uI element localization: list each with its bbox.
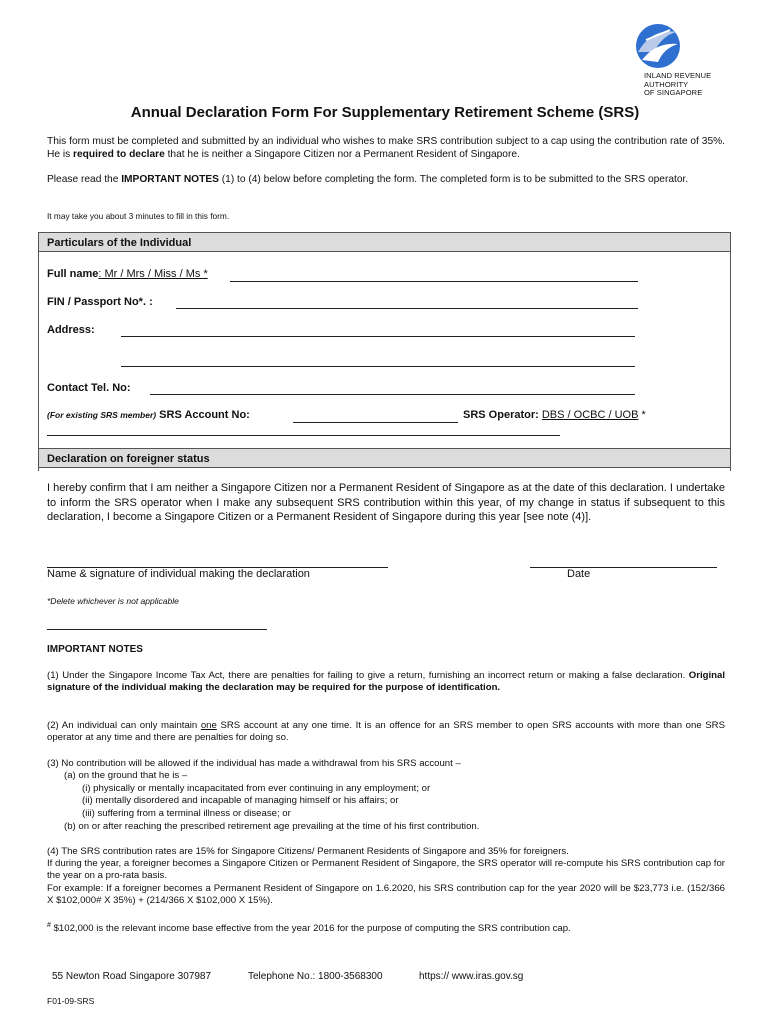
title-options[interactable]: : Mr / Mrs / Miss / Ms * bbox=[98, 268, 208, 280]
declaration-heading: Declaration on foreigner status bbox=[38, 448, 731, 468]
srs-operator-options[interactable]: DBS / OCBC / UOB bbox=[541, 409, 639, 421]
logo-line-1: INLAND REVENUE bbox=[644, 71, 712, 80]
footer-telephone: Telephone No.: 1800-3568300 bbox=[248, 971, 383, 982]
form-title: Annual Declaration Form For Supplementary Retirement Scheme (SRS) bbox=[130, 104, 640, 121]
logo-line-2: AUTHORITY bbox=[644, 79, 689, 89]
note-4-line-3: For example: If a foreigner becomes a Permanent Resident of Singapore on 1.6.2020, his SRS contribution cap for the year 2020 will be $23,773 i.e. (152/366 X $102,000# X 35%) + (214/366 X $102,000 X 15%). bbox=[47, 883, 725, 906]
intro-p1-bold: required to declare bbox=[73, 149, 165, 160]
footer-website[interactable]: https:// www.iras.gov.sg bbox=[419, 971, 524, 982]
particulars-heading: Particulars of the Individual bbox=[38, 232, 731, 252]
note-3-line-2: (a) on the ground that he is – bbox=[64, 770, 188, 781]
note-3-line-6: (b) on or after reaching the prescribed retirement age prevailing at the time of his first contribution. bbox=[64, 821, 480, 832]
intro-p1-end: that he is neither a Singapore Citizen nor a Permanent Resident of Singapore. bbox=[164, 149, 520, 160]
form-code: F01-09-SRS bbox=[47, 996, 95, 1006]
particulars-left-border bbox=[38, 251, 39, 451]
intro-p2-end: (1) to (4) below before completing the form. The completed form is to be submitted to the SRS operator. bbox=[218, 174, 689, 185]
intro-p1-text: This form must be completed and submitted by an individual who wishes to make SRS contribution subject to a cap using the contribution rate of 35%. He is bbox=[47, 136, 725, 160]
note-4-line-2: If during the year, a foreigner becomes a Singapore Citizen or Permanent Resident of Singapore, the SRS operator will re-compute his SRS contribution cap for the year on a pro-rata basis. bbox=[47, 858, 725, 881]
note-2-underlined: one bbox=[200, 720, 217, 731]
intro-p2-text: Please read the bbox=[47, 174, 122, 185]
srs-operator-rule bbox=[47, 435, 560, 436]
intro-paragraph-2 bbox=[47, 173, 725, 186]
fin-passport-field[interactable] bbox=[176, 308, 638, 309]
date-field[interactable] bbox=[530, 567, 717, 568]
note-2-text: (2) An individual can only maintain bbox=[47, 720, 201, 731]
notes-heading: IMPORTANT NOTES bbox=[47, 644, 143, 655]
contact-field[interactable] bbox=[150, 394, 635, 395]
note-1 bbox=[47, 670, 725, 694]
full-name-label: Full name: Mr / Mrs / Miss / Ms * bbox=[47, 268, 208, 280]
srs-account-field[interactable] bbox=[293, 422, 458, 423]
note-3-line-5: (iii) suffering from a terminal illness or disease; or bbox=[82, 808, 291, 819]
note-1-text: (1) Under the Singapore Income Tax Act, there are penalties for failing to give a return, furnishing an incorrect return or making a false declaration. bbox=[47, 670, 689, 681]
note-3-line-4: (ii) mentally disordered and incapable of managing himself or his affairs; or bbox=[82, 795, 399, 806]
contact-label: Contact Tel. No: bbox=[47, 382, 131, 394]
footnote-text: $102,000 is the relevant income base effective from the year 2016 for the purpose of computing the SRS contribution cap. bbox=[50, 923, 571, 935]
note-3-line-3: (i) physically or mentally incapacitated from ever continuing in any employment; or bbox=[82, 783, 431, 794]
srs-operator-label: SRS Operator: bbox=[463, 409, 539, 421]
declaration-right-border bbox=[730, 467, 731, 471]
address-field-line-1[interactable] bbox=[121, 336, 635, 337]
footer-address: 55 Newton Road Singapore 307987 bbox=[52, 971, 212, 982]
signature-caption: Name & signature of individual making the declaration bbox=[47, 568, 310, 580]
full-name-field[interactable] bbox=[230, 281, 638, 282]
time-note: It may take you about 3 minutes to fill in this form. bbox=[47, 211, 230, 221]
intro-paragraph-1 bbox=[47, 135, 725, 161]
logo-line-3: OF SINGAPORE bbox=[644, 88, 703, 97]
particulars-right-border bbox=[730, 251, 731, 451]
note-3-line-1: (3) No contribution will be allowed if the individual has made a withdrawal from his SRS account – bbox=[47, 758, 461, 769]
delete-note: *Delete whichever is not applicable bbox=[47, 596, 179, 606]
note-2-end: SRS account at any one time. It is an offence for an SRS member to open SRS accounts with more than one SRS operator at any time and there are penalties for doing so. bbox=[47, 720, 725, 743]
note-1-bold: Original signature of the individual making the declaration may be required for the purpose of identification. bbox=[47, 670, 725, 693]
intro-p2-bold: IMPORTANT NOTES bbox=[121, 174, 219, 185]
notes-divider bbox=[47, 629, 267, 630]
srs-account-row bbox=[47, 409, 250, 421]
note-4-line-1: (4) The SRS contribution rates are 15% for Singapore Citizens/ Permanent Residents of Singapore and 35% for foreigners. bbox=[47, 846, 569, 857]
footnote bbox=[47, 920, 725, 935]
srs-operator-row bbox=[463, 409, 646, 421]
iras-emblem-icon bbox=[632, 22, 684, 70]
address-field-line-2[interactable] bbox=[121, 366, 635, 367]
fin-label: FIN / Passport No*. : bbox=[47, 296, 153, 308]
address-label: Address: bbox=[47, 324, 95, 336]
date-caption: Date bbox=[567, 568, 591, 580]
declaration-text: I hereby confirm that I am neither a Singapore Citizen nor a Permanent Resident of Singapore as at the date of this declaration. I undertake to inform the SRS operator when I make any subsequent SRS contribution within this year, of my change in status if subsequent to this declaration, I become a Singapore Citizen or a Permanent Resident of Singapore during this year [see note (4)]. bbox=[47, 482, 725, 523]
note-2 bbox=[47, 720, 725, 744]
logo-text bbox=[644, 72, 711, 98]
srs-account-label: SRS Account No: bbox=[159, 409, 250, 421]
srs-operator-star: * bbox=[638, 409, 646, 421]
existing-member-note: (For existing SRS member) bbox=[47, 410, 157, 420]
declaration-left-border bbox=[38, 467, 39, 471]
footnote-mark: # bbox=[47, 922, 51, 929]
